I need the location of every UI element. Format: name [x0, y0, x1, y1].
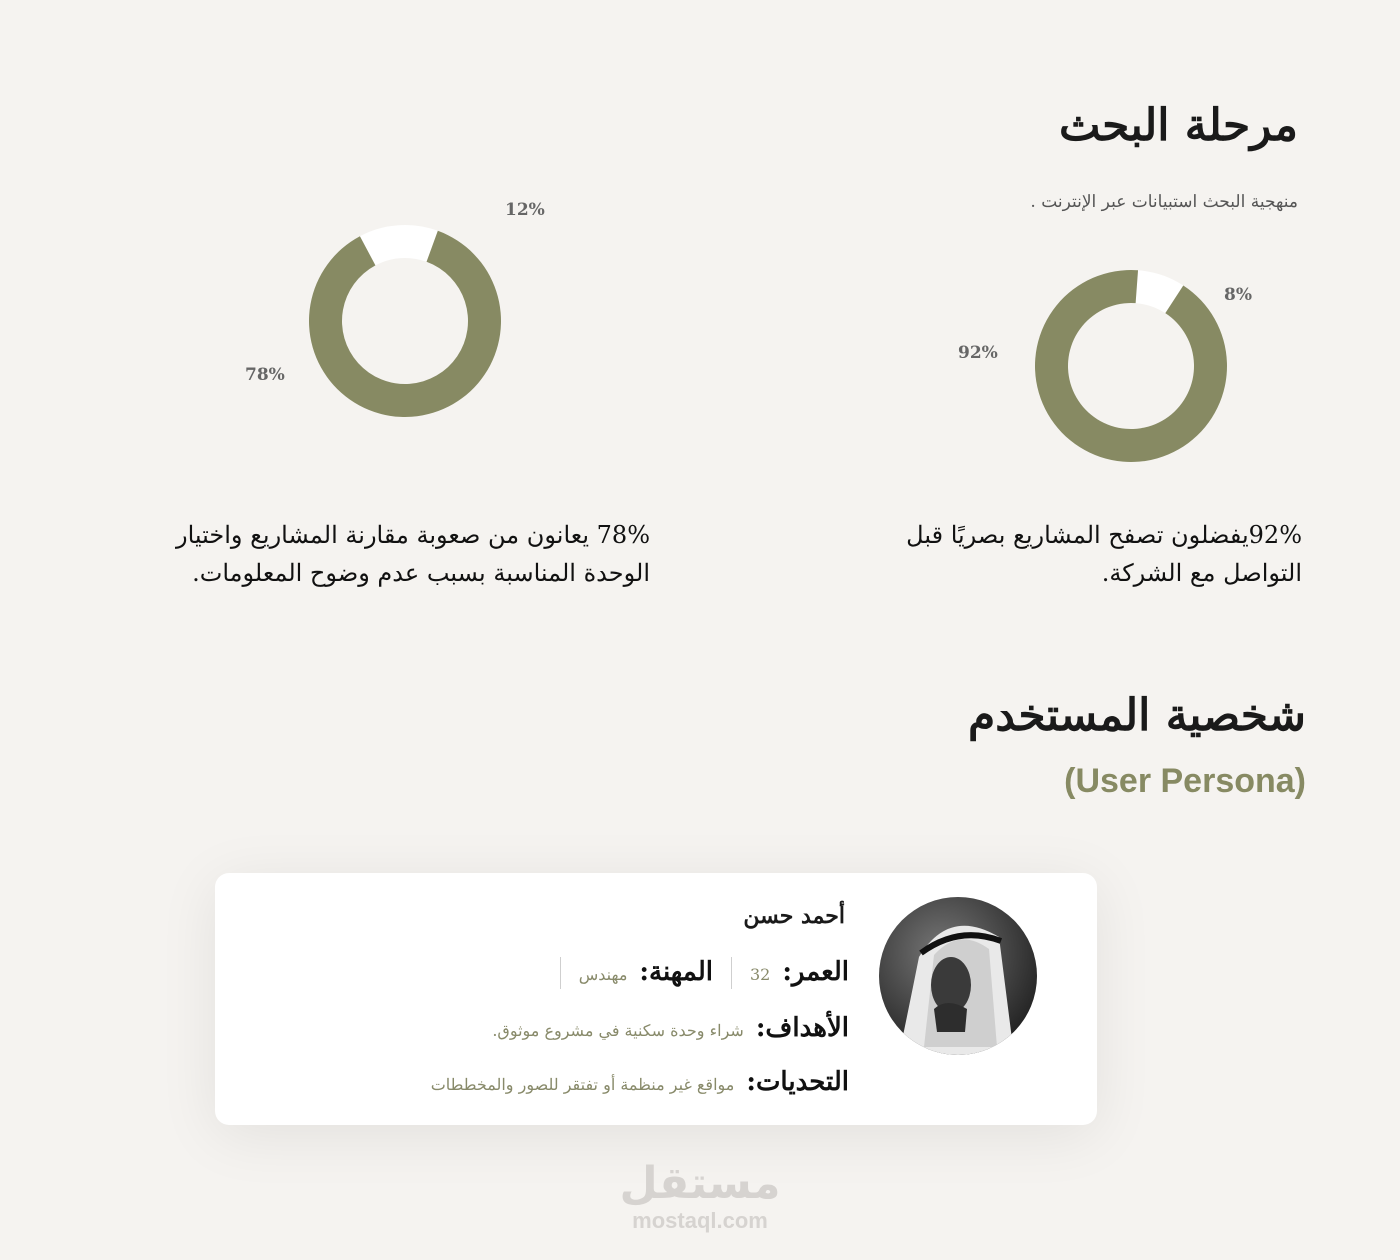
donut-svg	[1035, 270, 1227, 462]
persona-subtitle: (User Persona)	[1064, 762, 1306, 800]
watermark-latin: mostaql.com	[632, 1208, 768, 1233]
donut-slice-major	[1035, 270, 1227, 462]
watermark-arabic: مستقل	[619, 1158, 781, 1209]
donut-svg	[309, 225, 501, 417]
stat-caption-1: 92%يفضلون تصفح المشاريع بصريًا قبل التواصل مع الشركة.	[906, 521, 1302, 587]
persona-card	[215, 873, 1097, 1125]
persona-goals-row	[492, 1013, 849, 1043]
divider	[560, 957, 561, 989]
avatar-photo-icon	[879, 897, 1037, 1055]
age-value: 32	[749, 965, 771, 984]
watermark	[600, 1160, 800, 1234]
donut-1-label-minor: 8%	[1224, 285, 1252, 305]
persona-name: أحمد حسن	[743, 903, 845, 929]
stat-caption-2: 78% يعانون من صعوبة مقارنة المشاريع واختيار الوحدة المناسبة بسبب عدم وضوح المعلومات.	[176, 521, 650, 587]
donut-slice-major	[309, 231, 501, 417]
challenges-label: التحديات:	[746, 1067, 849, 1097]
job-label: المهنة:	[639, 957, 713, 987]
age-label: العمر:	[782, 957, 849, 987]
donut-chart-visual-browsing	[1035, 270, 1227, 466]
job-value: مهندس	[578, 965, 628, 984]
challenges-value: مواقع غير منظمة أو تفتقر للصور والمخططات	[430, 1075, 735, 1094]
persona-challenges-row	[431, 1067, 849, 1097]
research-subtitle: منهجية البحث استبيانات عبر الإنترنت .	[1030, 192, 1298, 212]
donut-2-label-minor: 12%	[505, 200, 545, 220]
goals-value: شراء وحدة سكنية في مشروع موثوق.	[492, 1021, 744, 1040]
persona-title: شخصية المستخدم	[968, 690, 1306, 741]
goals-label: الأهداف:	[755, 1013, 849, 1043]
research-title: مرحلة البحث	[1058, 100, 1298, 151]
donut-chart-comparison-difficulty	[309, 225, 501, 421]
persona-meta-row	[542, 957, 849, 989]
avatar	[879, 897, 1037, 1055]
persona-name-row	[743, 903, 845, 929]
donut-2-label-major: 78%	[245, 365, 285, 385]
donut-1-label-major: 92%	[958, 343, 998, 363]
divider	[731, 957, 732, 989]
